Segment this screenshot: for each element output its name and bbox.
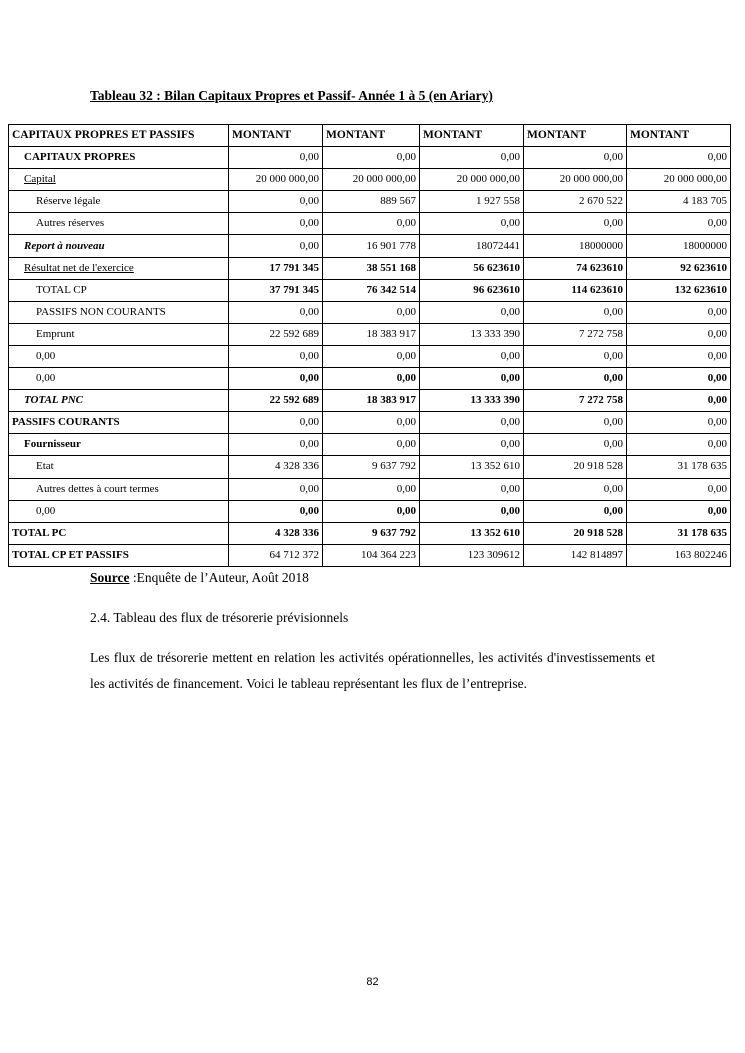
table-cell: 0,00 <box>524 478 627 500</box>
row-label: Capital <box>9 169 229 191</box>
table-cell: 0,00 <box>524 368 627 390</box>
source-note <box>90 570 309 586</box>
table-cell: 76 342 514 <box>323 279 420 301</box>
table-cell: 9 637 792 <box>323 456 420 478</box>
table-cell: 0,00 <box>323 434 420 456</box>
table-row <box>9 191 731 213</box>
table-cell: 114 623610 <box>524 279 627 301</box>
column-header: MONTANT <box>420 125 524 147</box>
table-cell: 0,00 <box>627 478 731 500</box>
table-row <box>9 169 731 191</box>
table-cell: 0,00 <box>323 368 420 390</box>
table-cell: 0,00 <box>627 390 731 412</box>
table-cell: 0,00 <box>229 368 323 390</box>
table-cell: 31 178 635 <box>627 522 731 544</box>
table-cell: 22 592 689 <box>229 390 323 412</box>
table-cell: 0,00 <box>323 301 420 323</box>
table-cell: 0,00 <box>323 412 420 434</box>
table-cell: 18000000 <box>627 235 731 257</box>
table-cell: 20 000 000,00 <box>229 169 323 191</box>
table-cell: 0,00 <box>627 323 731 345</box>
table-cell: 20 000 000,00 <box>627 169 731 191</box>
table-cell: 92 623610 <box>627 257 731 279</box>
table-cell: 0,00 <box>229 412 323 434</box>
table-cell: 0,00 <box>420 345 524 367</box>
table-cell: 31 178 635 <box>627 456 731 478</box>
table-row <box>9 235 731 257</box>
section-heading: 2.4. Tableau des flux de trésorerie prévisionnels <box>90 610 349 625</box>
row-label: 0,00 <box>9 500 229 522</box>
table-cell: 0,00 <box>524 147 627 169</box>
table-cell: 7 272 758 <box>524 323 627 345</box>
table-cell: 0,00 <box>420 412 524 434</box>
table-cell: 0,00 <box>229 434 323 456</box>
table-cell: 18 383 917 <box>323 323 420 345</box>
table-row <box>9 544 731 566</box>
row-label: Résultat net de l'exercice <box>9 257 229 279</box>
table-cell: 0,00 <box>627 434 731 456</box>
table-cell: 889 567 <box>323 191 420 213</box>
table-cell: 0,00 <box>323 500 420 522</box>
row-label: Autres réserves <box>9 213 229 235</box>
body-paragraph: Les flux de trésorerie mettent en relation les activités opérationnelles, les activités d'investissements et les activités de financement. Voici le tableau représentant les flux de l’entreprise. <box>90 650 655 691</box>
table-cell: 0,00 <box>420 478 524 500</box>
table-title: Tableau 32 : Bilan Capitaux Propres et Passif- Année 1 à 5 (en Ariary) <box>90 88 493 103</box>
table-cell: 0,00 <box>524 412 627 434</box>
table-cell: 0,00 <box>420 434 524 456</box>
table-row <box>9 478 731 500</box>
table-cell: 0,00 <box>420 147 524 169</box>
table-cell: 0,00 <box>524 434 627 456</box>
table-cell: 7 272 758 <box>524 390 627 412</box>
row-label: Autres dettes à court termes <box>9 478 229 500</box>
table-cell: 0,00 <box>524 345 627 367</box>
row-label: Réserve légale <box>9 191 229 213</box>
table-cell: 4 328 336 <box>229 522 323 544</box>
balance-sheet-table <box>8 124 731 567</box>
table-cell: 9 637 792 <box>323 522 420 544</box>
column-header: MONTANT <box>524 125 627 147</box>
table-cell: 20 918 528 <box>524 522 627 544</box>
table-cell: 0,00 <box>627 368 731 390</box>
table-cell: 0,00 <box>524 213 627 235</box>
table-cell: 132 623610 <box>627 279 731 301</box>
table-cell: 16 901 778 <box>323 235 420 257</box>
table-cell: 0,00 <box>229 478 323 500</box>
table-row <box>9 390 731 412</box>
table-cell: 4 183 705 <box>627 191 731 213</box>
table-cell: 18072441 <box>420 235 524 257</box>
table-cell: 20 000 000,00 <box>420 169 524 191</box>
table-cell: 37 791 345 <box>229 279 323 301</box>
table-cell: 74 623610 <box>524 257 627 279</box>
table-cell: 0,00 <box>627 345 731 367</box>
table-cell: 0,00 <box>627 412 731 434</box>
table-cell: 104 364 223 <box>323 544 420 566</box>
table-cell: 56 623610 <box>420 257 524 279</box>
row-label: Emprunt <box>9 323 229 345</box>
table-cell: 0,00 <box>229 235 323 257</box>
table-row <box>9 279 731 301</box>
table-cell: 0,00 <box>229 147 323 169</box>
column-header: MONTANT <box>627 125 731 147</box>
table-cell: 0,00 <box>420 368 524 390</box>
table-row <box>9 434 731 456</box>
table-row <box>9 456 731 478</box>
row-label: TOTAL PNC <box>9 390 229 412</box>
table-cell: 0,00 <box>229 345 323 367</box>
table-cell: 0,00 <box>627 147 731 169</box>
row-label: 0,00 <box>9 345 229 367</box>
table-cell: 0,00 <box>323 345 420 367</box>
table-cell: 13 352 610 <box>420 522 524 544</box>
source-text: :Enquête de l’Auteur, Août 2018 <box>129 570 309 585</box>
table-row <box>9 345 731 367</box>
row-label: Report à nouveau <box>9 235 229 257</box>
table-cell: 20 000 000,00 <box>524 169 627 191</box>
row-label: 0,00 <box>9 368 229 390</box>
table-cell: 2 670 522 <box>524 191 627 213</box>
table-cell: 4 328 336 <box>229 456 323 478</box>
row-label: TOTAL CP ET PASSIFS <box>9 544 229 566</box>
table-cell: 0,00 <box>524 500 627 522</box>
table-row <box>9 147 731 169</box>
table-row <box>9 500 731 522</box>
table-cell: 20 918 528 <box>524 456 627 478</box>
table-cell: 0,00 <box>420 213 524 235</box>
table-cell: 123 309612 <box>420 544 524 566</box>
row-label: PASSIFS COURANTS <box>9 412 229 434</box>
table-cell: 0,00 <box>323 478 420 500</box>
table-cell: 0,00 <box>627 500 731 522</box>
table-cell: 0,00 <box>627 301 731 323</box>
table-cell: 0,00 <box>420 301 524 323</box>
table-cell: 0,00 <box>229 500 323 522</box>
row-label: Fournisseur <box>9 434 229 456</box>
table-cell: 22 592 689 <box>229 323 323 345</box>
row-label: TOTAL PC <box>9 522 229 544</box>
page-number: 82 <box>366 976 379 988</box>
table-cell: 0,00 <box>323 147 420 169</box>
table-cell: 0,00 <box>524 301 627 323</box>
table-cell: 13 333 390 <box>420 323 524 345</box>
table-row <box>9 522 731 544</box>
table-cell: 13 333 390 <box>420 390 524 412</box>
table-cell: 0,00 <box>323 213 420 235</box>
table-cell: 142 814897 <box>524 544 627 566</box>
table-cell: 96 623610 <box>420 279 524 301</box>
table-cell: 18 383 917 <box>323 390 420 412</box>
table-row <box>9 323 731 345</box>
table-cell: 38 551 168 <box>323 257 420 279</box>
row-label: PASSIFS NON COURANTS <box>9 301 229 323</box>
table-cell: 0,00 <box>229 301 323 323</box>
column-header: MONTANT <box>229 125 323 147</box>
table-cell: 0,00 <box>627 213 731 235</box>
row-label: CAPITAUX PROPRES <box>9 147 229 169</box>
table-cell: 0,00 <box>420 500 524 522</box>
table-row <box>9 368 731 390</box>
row-label: TOTAL CP <box>9 279 229 301</box>
table-cell: 18000000 <box>524 235 627 257</box>
table-header-row <box>9 125 731 147</box>
table-row <box>9 257 731 279</box>
table-cell: 0,00 <box>229 191 323 213</box>
table-cell: 64 712 372 <box>229 544 323 566</box>
row-label: Etat <box>9 456 229 478</box>
table-cell: 13 352 610 <box>420 456 524 478</box>
table-row <box>9 213 731 235</box>
table-cell: 1 927 558 <box>420 191 524 213</box>
table-cell: 20 000 000,00 <box>323 169 420 191</box>
table-row <box>9 301 731 323</box>
source-label: Source <box>90 570 130 585</box>
table-row <box>9 412 731 434</box>
table-cell: 163 802246 <box>627 544 731 566</box>
column-header: CAPITAUX PROPRES ET PASSIFS <box>9 125 229 147</box>
column-header: MONTANT <box>323 125 420 147</box>
table-cell: 0,00 <box>229 213 323 235</box>
table-cell: 17 791 345 <box>229 257 323 279</box>
